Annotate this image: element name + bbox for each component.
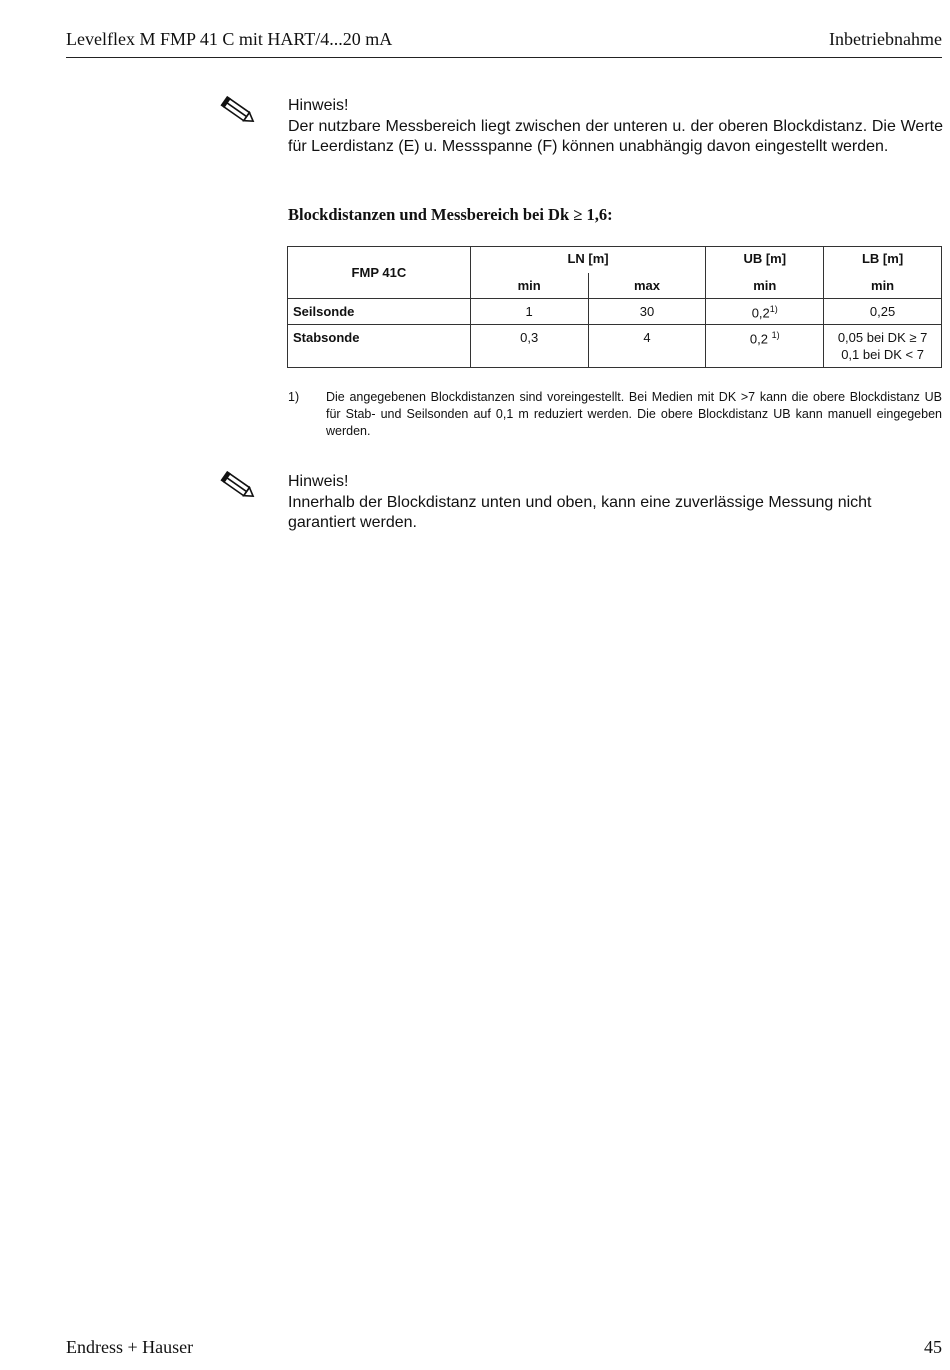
footnote-mark: 1) <box>288 390 300 404</box>
cell-ln-max: 4 <box>588 325 706 368</box>
page-number: 45 <box>924 1337 942 1357</box>
note-heading: Hinweis! <box>288 473 349 490</box>
header-ub: UB [m] <box>706 247 824 273</box>
cell-ub-min: 0,2 $^{1)}$ <box>706 325 824 368</box>
table-row <box>288 325 942 368</box>
cell-ln-max: 30 <box>588 299 706 325</box>
cell-ln-min: 0,3 <box>470 325 588 368</box>
header-ln: LN [m] <box>470 247 706 273</box>
cell-ln-min: 1 <box>470 299 588 325</box>
footer-brand: Endress + Hauser <box>66 1337 194 1357</box>
footnote-ref: 1) <box>769 304 778 314</box>
subheader-lb-min: min <box>824 273 942 299</box>
table-row <box>288 299 942 325</box>
section-title: Blockdistanzen und Messbereich bei Dk ≥ 1,6: <box>288 205 613 224</box>
note-hint-2 <box>288 472 943 534</box>
note-text: Innerhalb der Blockdistanz unten und oben, kann eine zuverlässige Messung nicht garantiert werden. <box>288 493 872 531</box>
note-text: Der nutzbare Messbereich liegt zwischen der unteren u. der oberen Blockdistanz. Die Werte für Leerdistanz (E) u. Messspanne (F) können unabhängig davon eingestellt werden. <box>288 117 943 155</box>
row-label: Seilsonde <box>288 299 471 325</box>
page-header <box>66 27 942 58</box>
footnote-text: Die angegebenen Blockdistanzen sind voreingestellt. Bei Medien mit DK >7 kann die obere Blockdistanz UB für Stab- und Seilsonden auf 0,1 m reduziert werden. Die obere Blockdistanz UB kann manuell eingegeben werden. <box>326 390 942 438</box>
subheader-ub-min: min <box>706 273 824 299</box>
chapter-title: Inbetriebnahme <box>829 29 942 49</box>
note-hint-1 <box>288 96 943 158</box>
cell-lb-min: 0,05 bei DK ≥ 7 0,1 bei DK < 7 <box>824 325 942 368</box>
block-distance-table <box>287 246 942 368</box>
pencil-icon <box>220 96 260 128</box>
cell-lb-min: 0,25 <box>824 299 942 325</box>
table-corner-header: FMP 41C <box>288 247 471 299</box>
note-heading: Hinweis! <box>288 97 349 114</box>
row-label: Stabsonde <box>288 325 471 368</box>
table-footnote <box>288 389 942 440</box>
pencil-icon <box>220 471 260 503</box>
subheader-ln-min: min <box>470 273 588 299</box>
document-title: Levelflex M FMP 41 C mit HART/4...20 mA <box>66 29 393 49</box>
header-lb: LB [m] <box>824 247 942 273</box>
cell-ub-min: 0,2$^{1)}$ <box>706 299 824 325</box>
footnote-ref: 1) <box>771 330 780 340</box>
subheader-ln-max: max <box>588 273 706 299</box>
